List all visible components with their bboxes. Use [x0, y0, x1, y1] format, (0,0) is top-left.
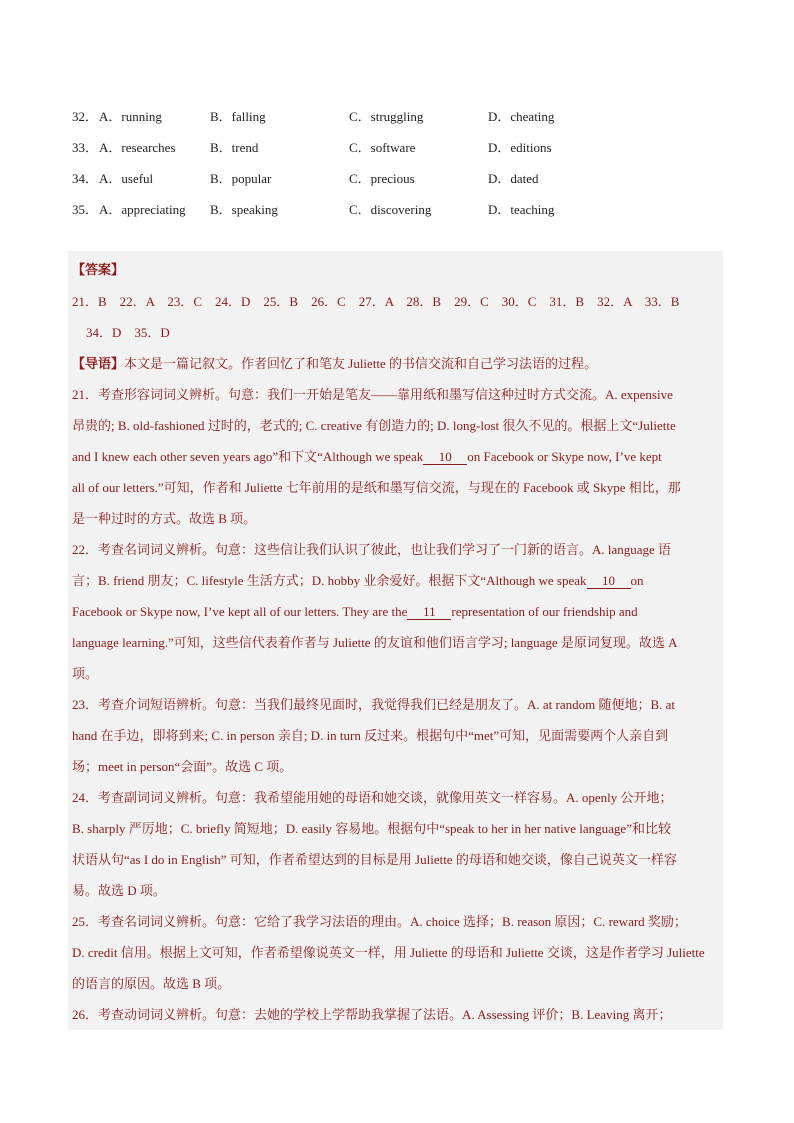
option-c: C．discovering: [349, 202, 432, 217]
explanation-line: [72, 441, 722, 472]
explanation-line: hand 在手边，即将到来; C. in person 亲自; D. in turn 反过来。根据句中“met”可知，见面需要两个人亲自到: [72, 728, 669, 743]
option-row-34: [72, 162, 732, 193]
explanation-line: 23．考查介词短语辨析。句意：当我们最终见面时，我觉得我们已经是朋友了。A. at random 随便地；B. at: [72, 697, 676, 712]
answer-section: [68, 251, 723, 1030]
option-row-35: [72, 193, 732, 224]
explanation-line: B. sharply 严厉地；C. briefly 简短地；D. easily 容易地。根据句中“speak to her in her native language”和比较: [72, 821, 671, 836]
explanation-line: 昂贵的; B. old-fashioned 过时的，老式的; C. creative 有创造力的; D. long-lost 很久不见的。根据上文“Juliette: [72, 418, 676, 433]
text-segment: Facebook or Skype now, I’ve kept all of our letters. They are the: [72, 604, 408, 619]
option-b: B．popular: [210, 171, 272, 186]
explanation-line: 24．考查副词词义辨析。句意：我希望能用她的母语和她交谈，就像用英文一样容易。A. openly 公开地；: [72, 790, 673, 805]
option-a: A．appreciating: [99, 202, 186, 217]
explanation-line: 状语从句“as I do in English” 可知，作者希望达到的目标是用 Juliette 的母语和她交谈，像自己说英文一样容: [72, 852, 677, 867]
text-segment: on Facebook or Skype now, I’ve kept: [467, 449, 662, 464]
option-d: D．editions: [488, 140, 552, 155]
option-c: C．struggling: [349, 109, 424, 124]
question-number: 33．: [72, 140, 99, 155]
option-b: B．trend: [210, 140, 259, 155]
option-d: D．dated: [488, 171, 539, 186]
option-row-33: [72, 131, 732, 162]
option-b: B．falling: [210, 109, 266, 124]
text-segment: on: [630, 573, 644, 588]
blank-11: 11: [407, 605, 451, 620]
text-segment: 言；B. friend 朋友；C. lifestyle 生活方式；D. hobby 业余爱好。根据下文“Although we speak: [72, 573, 587, 588]
option-c: C．precious: [349, 171, 415, 186]
guide-text: 本文是一篇记叙文。作者回忆了和笔友 Juliette 的书信交流和自己学习法语的过程。: [124, 356, 598, 371]
option-a: A．running: [99, 109, 162, 124]
blank-10: 10: [587, 574, 631, 589]
explanation-line: all of our letters.”可知，作者和 Juliette 七年前用的是纸和墨写信交流，与现在的 Facebook 或 Skype 相比，那: [72, 480, 681, 495]
question-number: 32．: [72, 109, 99, 124]
option-d: D．cheating: [488, 109, 555, 124]
blank-10: 10: [423, 450, 467, 465]
question-number: 34．: [72, 171, 99, 186]
explanation-line: 25．考查名词词义辨析。句意：它给了我学习法语的理由。A. choice 选择；B. reason 原因；C. reward 奖励；: [72, 914, 687, 929]
explanation-line: 26．考查动词词义辨析。句意：去她的学校上学帮助我掌握了法语。A. Assessing 评价；B. Leaving 离开；: [72, 1007, 672, 1022]
explanation-line: 的语言的原因。故选 B 项。: [72, 976, 231, 991]
text-segment: representation of our friendship and: [451, 604, 638, 619]
explanation-line: 22．考查名词词义辨析。句意：这些信让我们认识了彼此，也让我们学习了一门新的语言。A. language 语: [72, 542, 672, 557]
explanation-line: 是一种过时的方式。故选 B 项。: [72, 511, 257, 526]
answer-key-line: 34．D 35．D: [86, 325, 170, 340]
answer-key-line: 21．B 22．A 23．C 24．D 25．B 26．C 27．A 28．B 29．C 30．C 31．B 32．A 33．B: [72, 294, 680, 309]
option-row-32: [72, 100, 732, 131]
explanation-line: D. credit 信用。根据上文可知，作者希望像说英文一样，用 Juliette 的母语和 Juliette 交谈，这是作者学习 Juliette: [72, 945, 705, 960]
option-d: D．teaching: [488, 202, 555, 217]
option-a: A．researches: [99, 140, 176, 155]
explanation-line: 项。: [72, 666, 99, 681]
text-segment: and I knew each other seven years ago”和下文“Although we speak: [72, 449, 424, 464]
guide-label: 【导语】: [72, 356, 125, 371]
option-c: C．software: [349, 140, 416, 155]
explanation-line: [72, 565, 722, 596]
explanation-line: 易。故选 D 项。: [72, 883, 166, 898]
option-b: B．speaking: [210, 202, 278, 217]
options-list: [72, 100, 732, 224]
answer-title: 【答案】: [72, 263, 125, 278]
explanation-line: [72, 596, 722, 627]
question-number: 35．: [72, 202, 99, 217]
explanation-line: 21．考查形容词词义辨析。句意：我们一开始是笔友——靠用纸和墨写信这种过时方式交流。A. expensive: [72, 387, 673, 402]
explanation-line: 场；meet in person“会面”。故选 C 项。: [72, 759, 293, 774]
option-a: A．useful: [99, 171, 154, 186]
explanation-line: language learning.”可知，这些信代表着作者与 Juliette 的友谊和他们语言学习; language 是原词复现。故选 A: [72, 635, 678, 650]
guide-line: [72, 348, 722, 379]
